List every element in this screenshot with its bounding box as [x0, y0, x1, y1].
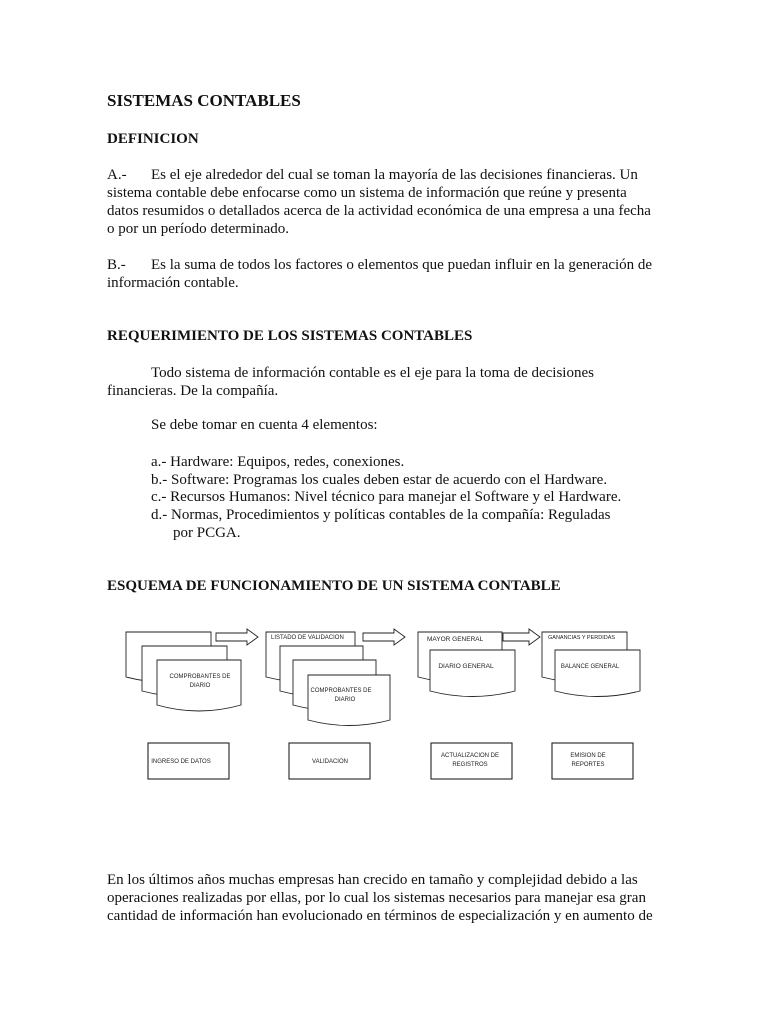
doc4-top-label: GANANCIAS Y PERDIDAS: [548, 635, 616, 641]
requerimiento-item-c: c.- Recursos Humanos: Nivel técnico para manejar el Software y el Hardware.: [151, 489, 622, 505]
doc2-top-label: LISTADO DE VALIDACION: [271, 635, 344, 641]
box3-label-line-1: ACTUALIZACION DE: [440, 753, 500, 759]
box-actualizacion: [431, 743, 512, 779]
box4-label-line-2: REPORTES: [571, 762, 605, 768]
closing-line-1: En los últimos años muchas empresas han crecido en tamaño y complejidad debido a las: [107, 872, 638, 888]
definicion-a-line-2: sistema contable debe enfocarse como un sistema de información que reúne y presenta: [107, 185, 627, 201]
doc2-label-line-1: COMPROBANTES DE: [310, 688, 372, 694]
box2-label: VALIDACION: [312, 759, 348, 765]
definicion-a-line-3: datos resumidos o detallados acerca de la actividad económica de una empresa a una fecha: [107, 203, 651, 219]
box3-label-line-2: REGISTROS: [452, 762, 488, 768]
definicion-a-line-1: [107, 166, 638, 184]
doc3-front: [430, 650, 515, 697]
esquema-heading: ESQUEMA DE FUNCIONAMIENTO DE UN SISTEMA CONTABLE: [107, 578, 561, 594]
requerimiento-item-d-cont: por PCGA.: [173, 525, 241, 541]
definicion-a-marker: A.-: [107, 167, 127, 183]
definicion-b-line-2: información contable.: [107, 275, 239, 291]
definicion-b-marker: B.-: [107, 257, 126, 273]
doc4-front-label: BALANCE GENERAL: [560, 664, 620, 670]
arrow-1: [216, 629, 258, 645]
definicion-a-line-4: o por un período determinado.: [107, 221, 290, 237]
requerimiento-item-b: b.- Software: Programas los cuales deben estar de acuerdo con el Hardware.: [151, 472, 608, 488]
requerimiento-item-a: a.- Hardware: Equipos, redes, conexiones.: [151, 454, 405, 470]
arrow-3: [503, 629, 540, 645]
requerimiento-heading: REQUERIMIENTO DE LOS SISTEMAS CONTABLES: [107, 328, 473, 344]
doc4-front: [555, 650, 640, 697]
arrow-2: [363, 629, 405, 645]
definicion-a-text: Es el eje alrededor del cual se toman la mayoría de las decisiones financieras. Un: [151, 167, 638, 183]
requerimiento-p1-line-1: Todo sistema de información contable es el eje para la toma de decisiones: [151, 365, 594, 381]
requerimiento-item-d: d.- Normas, Procedimientos y políticas contables de la compañía: Reguladas: [151, 507, 611, 523]
box4-label-line-1: EMISION DE: [570, 753, 606, 759]
requerimiento-p1-line-2: financieras. De la compañía.: [107, 383, 279, 399]
closing-line-2: operaciones realizadas por ellas, por lo cual los sistemas necesarios para manejar esa gran: [107, 890, 646, 906]
definicion-b-line-1: [107, 256, 652, 274]
doc3-front-label: DIARIO GENERAL: [438, 663, 494, 670]
doc2-label-line-2: DIARIO: [334, 697, 356, 703]
doc1-label-line-1: COMPROBANTES DE: [169, 674, 231, 680]
doc3-top-label: MAYOR GENERAL: [427, 636, 484, 643]
doc1-label-line-2: DIARIO: [189, 683, 211, 689]
page-title: SISTEMAS CONTABLES: [107, 91, 301, 110]
requerimiento-p2: Se debe tomar en cuenta 4 elementos:: [151, 417, 378, 433]
flow-diagram: [120, 625, 650, 790]
closing-line-3: cantidad de información han evolucionado en términos de especialización y en aumento de: [107, 908, 653, 924]
box-emision: [552, 743, 633, 779]
definicion-b-text: Es la suma de todos los factores o elementos que puedan influir en la generación de: [151, 257, 653, 273]
definicion-heading: DEFINICION: [107, 131, 199, 147]
box1-label: INGRESO DE DATOS: [151, 759, 211, 765]
